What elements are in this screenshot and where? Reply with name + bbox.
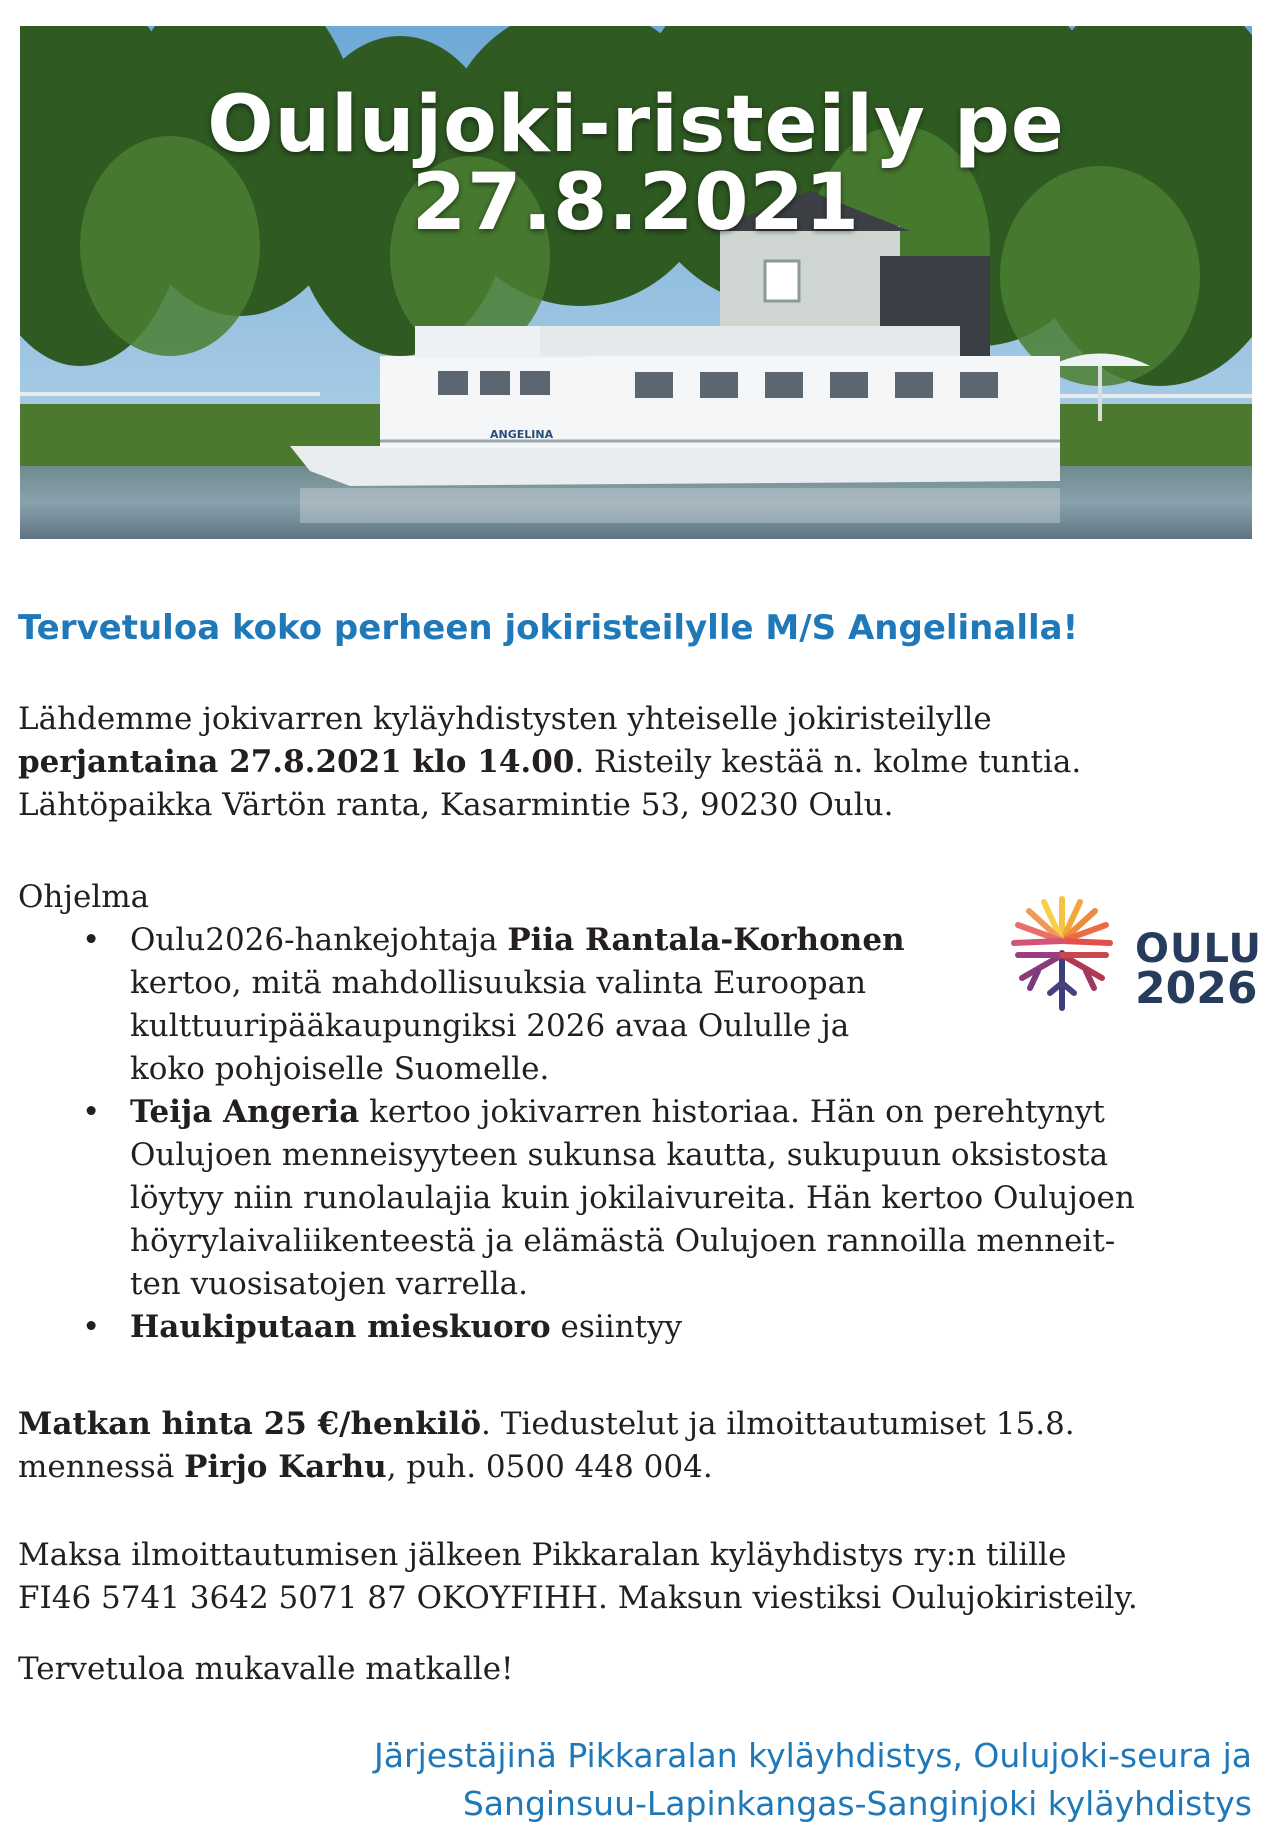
hero-photo bbox=[20, 26, 1252, 539]
item-line: ten vuosisatojen varrella. bbox=[130, 1266, 529, 1302]
contact-phone: , puh. 0500 448 004. bbox=[386, 1449, 713, 1485]
contact-name: Pirjo Karhu bbox=[184, 1449, 387, 1485]
duration-text: . Risteily kestää n. kolme tuntia. bbox=[574, 744, 1082, 780]
program-list bbox=[82, 919, 1135, 1349]
item-lead: Oulu2026-hankejohtaja bbox=[130, 922, 508, 958]
list-item bbox=[82, 1091, 1135, 1306]
logo-year: 2026 bbox=[1135, 963, 1258, 1014]
departure-place: Lähtöpaikka Värtön ranta, Kasarmintie 53, 90230 Oulu. bbox=[18, 787, 894, 823]
departure-datetime: perjantaina 27.8.2021 klo 14.00 bbox=[18, 744, 575, 780]
item-line: kulttuuripääkaupungiksi 2026 avaa Oululle ja bbox=[130, 1008, 850, 1044]
item-text: esiintyy bbox=[550, 1309, 683, 1345]
boat-name-label: ANGELINA bbox=[490, 428, 554, 441]
item-line: höyrylaivaliikenteestä ja elämästä Oulujoen rannoilla menneit- bbox=[130, 1223, 1116, 1259]
registration-text: . Tiedustelut ja ilmoittautumiset 15.8. bbox=[481, 1406, 1075, 1442]
logo-wordmark: OULU bbox=[1135, 926, 1263, 972]
speaker-name: Teija Angeria bbox=[130, 1094, 360, 1130]
contact-line bbox=[18, 1446, 1075, 1489]
organizers-line: Sanginsuu-Lapinkangas-Sanginjoki kyläyhdistys bbox=[462, 1784, 1252, 1823]
contact-lead: mennessä bbox=[18, 1449, 185, 1485]
list-item bbox=[82, 919, 1135, 1091]
performer-name: Haukiputaan mieskuoro bbox=[130, 1309, 551, 1345]
speaker-name: Piia Rantala-Korhonen bbox=[507, 922, 905, 958]
payment-line: Maksa ilmoittautumisen jälkeen Pikkaralan kyläyhdistys ry:n tilille bbox=[18, 1537, 1067, 1573]
intro-line bbox=[18, 741, 1081, 784]
item-line: koko pohjoiselle Suomelle. bbox=[130, 1051, 550, 1087]
list-item bbox=[82, 1306, 1135, 1349]
welcome-headline: Tervetuloa koko perheen jokiristeilylle M/S Angelinalla! bbox=[18, 608, 1079, 648]
hero-title: Oulujoki-risteily pe 27.8.2021 bbox=[207, 80, 1065, 248]
organizers-line: Järjestäjinä Pikkaralan kyläyhdistys, Oulujoki-seura ja bbox=[374, 1736, 1252, 1775]
sun-snowflake-icon bbox=[1000, 893, 1125, 1013]
intro-paragraph bbox=[18, 698, 1081, 827]
item-line: Oulujoen menneisyyteen sukunsa kautta, sukupuun oksistosta bbox=[130, 1137, 1109, 1173]
intro-line: Lähdemme jokivarren kyläyhdistysten yhteiselle jokiristeilylle bbox=[18, 701, 992, 737]
item-line: löytyy niin runolaulajia kuin jokilaivureita. Hän kertoo Oulujoen bbox=[130, 1180, 1135, 1216]
payment-paragraph bbox=[18, 1534, 1138, 1620]
bank-account: FI46 5741 3642 5071 87 OKOYFIHH. Maksun viestiksi Oulujokiristeily. bbox=[18, 1580, 1138, 1616]
item-line: kertoo, mitä mahdollisuuksia valinta Euroopan bbox=[130, 965, 867, 1001]
oulu2026-logo bbox=[1000, 893, 1263, 1014]
price-paragraph bbox=[18, 1403, 1075, 1489]
price-amount: Matkan hinta 25 €/henkilö bbox=[18, 1406, 482, 1442]
item-text: kertoo jokivarren historiaa. Hän on perehtynyt bbox=[359, 1094, 1105, 1130]
program-heading: Ohjelma bbox=[18, 879, 150, 915]
bullet-icon: • bbox=[82, 1094, 101, 1130]
organizers bbox=[374, 1732, 1252, 1828]
closing-text: Tervetuloa mukavalle matkalle! bbox=[18, 1651, 514, 1687]
bullet-icon: • bbox=[82, 922, 101, 958]
bullet-icon: • bbox=[82, 1309, 101, 1345]
price-line bbox=[18, 1403, 1075, 1446]
